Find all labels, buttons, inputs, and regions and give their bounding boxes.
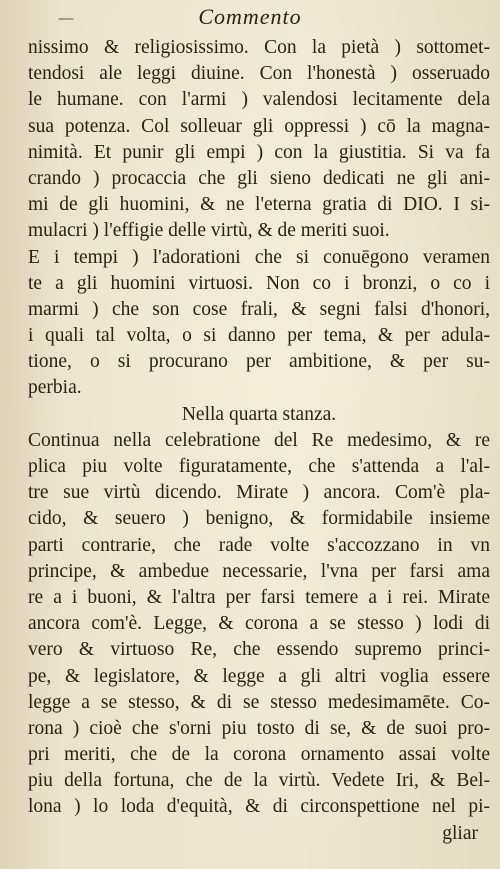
text-line: plica piu volte figuratamente, che s'attenda a l'al-	[28, 456, 490, 477]
text-line: cido, & seuero ) benigno, & formidabile insieme	[28, 508, 490, 530]
text-line: te a gli huomini virtuosi. Non co i bronzi, o co i	[28, 272, 490, 294]
text-line: nissimo & religiosissimo. Con la pietà ) sottomet-	[28, 37, 490, 58]
text-line: legge a se stesso, & di se stesso medesimamēte. Co-	[28, 691, 490, 713]
text-line: tendosi ale leggi diuine. Con l'honestà ) osseruado	[28, 63, 490, 85]
text-line: pri meriti, che de la corona ornamento assai volte	[28, 744, 490, 766]
text-line: i quali tal volta, o si danno per tema, & per adula-	[28, 325, 490, 347]
text-line: tre sue virtù dicendo. Mirate ) ancora. Com'è pla-	[28, 482, 490, 504]
text-line: parti contrarie, che rade volte s'accozzano in vn	[28, 534, 490, 556]
text-line: E i tempi ) l'adorationi che si conuēgono veramen	[28, 246, 490, 268]
text-line: tione, o si procurano per ambitione, & per su-	[28, 351, 490, 373]
catchword: gliar	[442, 822, 478, 844]
text-line: sua potenza. Col solleuar gli oppressi ) cō la magna-	[28, 115, 490, 137]
text-line: mi de gli huomini, & ne l'eterna gratia di DIO. I si-	[28, 194, 490, 216]
text-line: re a i buoni, & l'altra per farsi temere a i rei. Mirate	[28, 586, 490, 608]
text-line: marmi ) che son cose frali, & segni falsi d'honori,	[28, 298, 490, 320]
text-line: crando ) procaccia che gli sieno dedicati ne gli ani-	[28, 167, 490, 189]
text-line: nimità. Et punir gli empi ) con la giustitia. Si va fa	[28, 141, 490, 163]
text-line: ancora com'è. Legge, & corona a se stesso ) lodi di	[28, 613, 490, 635]
text-line: piu della fortuna, che de la virtù. Vedete Iri, & Bel-	[28, 770, 490, 792]
text-line: pe, & legislatore, & legge a gli altri voglia essere	[28, 665, 490, 687]
text-line: mulacri ) l'effigie delle virtù, & de meriti suoi.	[28, 220, 390, 242]
text-line: principe, & ambedue necessarie, l'vna per farsi ama	[28, 560, 490, 582]
running-head: Commento	[198, 4, 302, 29]
corner-mark: —	[58, 8, 74, 27]
text-line: lona ) lo loda d'equità, & di circonspettione nel pi-	[28, 796, 490, 818]
text-line: Continua nella celebratione del Re medesimo, & re	[28, 429, 490, 451]
body-text	[28, 35, 490, 847]
text-line: vero & virtuoso Re, che essendo supremo princi-	[28, 639, 490, 661]
section-heading: Nella quarta stanza.	[181, 403, 337, 425]
text-line: rona ) cioè che s'orni piu tosto di se, & de suoi pro-	[28, 717, 490, 739]
text-line: le humane. con l'armi ) valendosi lecitamente dela	[28, 89, 490, 111]
text-line: perbia.	[28, 377, 82, 399]
